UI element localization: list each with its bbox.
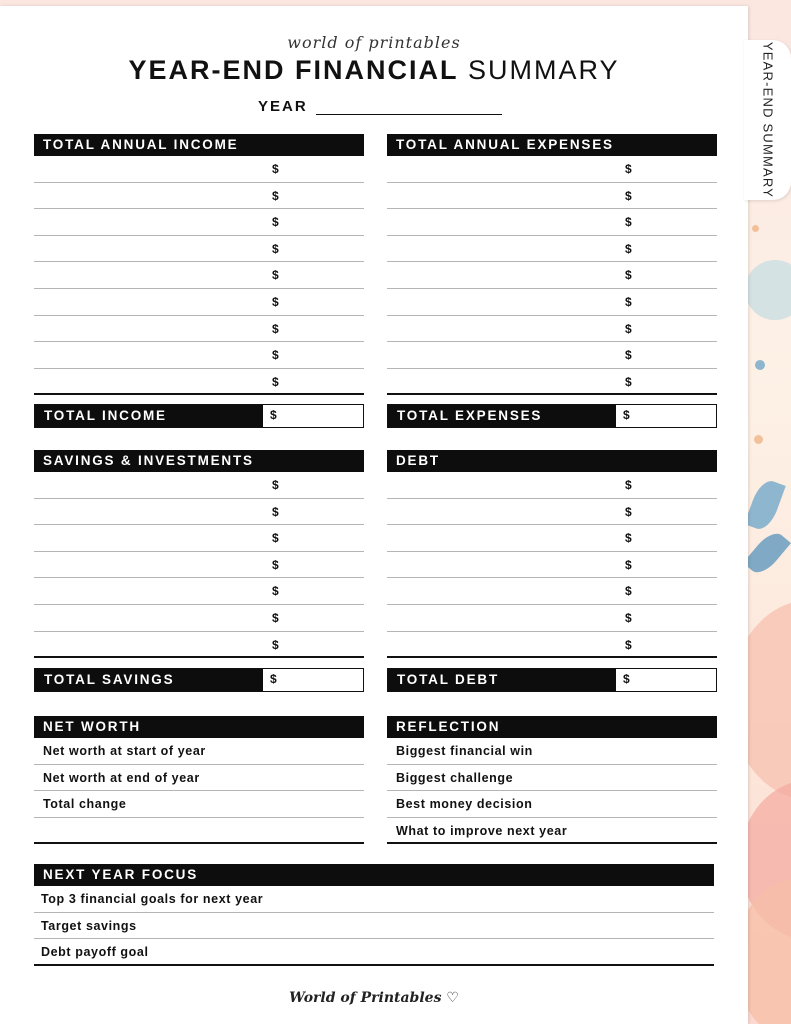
entry-row[interactable] (34, 578, 364, 605)
watercolor-leaf (743, 528, 791, 579)
currency-symbol: $ (625, 374, 632, 389)
watercolor-leaf (744, 477, 786, 533)
entry-row[interactable] (34, 525, 364, 552)
next-year-section (34, 864, 714, 966)
total-income-label: TOTAL INCOME (35, 405, 263, 427)
currency-symbol: $ (625, 321, 632, 336)
entry-row[interactable] (34, 605, 364, 632)
currency-symbol: $ (625, 241, 632, 256)
currency-symbol: $ (272, 374, 279, 389)
entry-row[interactable] (387, 552, 717, 579)
currency-symbol: $ (272, 478, 279, 492)
brand-script: world of printables (287, 33, 461, 52)
net-worth-row[interactable] (34, 765, 364, 792)
savings-rows (34, 472, 364, 658)
entry-row[interactable] (387, 578, 717, 605)
year-field (258, 98, 502, 115)
entry-row[interactable] (34, 183, 364, 210)
reflection-row[interactable] (387, 791, 717, 818)
entry-row[interactable] (387, 632, 717, 659)
entry-row[interactable] (387, 525, 717, 552)
total-debt-field[interactable]: $ (616, 669, 716, 691)
net-worth-header: NET WORTH (34, 716, 364, 738)
currency-symbol: $ (272, 637, 279, 652)
entry-row[interactable] (34, 156, 364, 183)
expenses-section (387, 134, 717, 395)
entry-row[interactable] (34, 499, 364, 526)
next-year-row-label: Debt payoff goal (41, 945, 149, 960)
currency-symbol: $ (625, 478, 632, 492)
currency-symbol: $ (272, 241, 279, 256)
net-worth-row[interactable] (34, 791, 364, 818)
next-year-row[interactable] (34, 913, 714, 940)
footer-logo: World of Printables ♡ (289, 990, 459, 1006)
entry-row[interactable] (34, 632, 364, 659)
title-bold: YEAR-END FINANCIAL (128, 55, 459, 85)
currency-symbol: $ (625, 584, 632, 599)
total-debt-label: TOTAL DEBT (388, 669, 616, 691)
currency-symbol: $ (272, 348, 279, 363)
expenses-rows (387, 156, 717, 395)
entry-row[interactable] (34, 209, 364, 236)
currency-symbol: $ (272, 215, 279, 230)
entry-row[interactable] (387, 369, 717, 396)
income-rows (34, 156, 364, 395)
reflection-row-label: What to improve next year (396, 823, 568, 838)
total-income-field[interactable]: $ (263, 405, 363, 427)
currency-symbol: $ (272, 268, 279, 283)
entry-row[interactable] (34, 316, 364, 343)
entry-row[interactable] (387, 605, 717, 632)
debt-rows (387, 472, 717, 658)
net-worth-row[interactable] (34, 818, 364, 845)
currency-symbol: $ (272, 162, 279, 176)
total-debt (387, 668, 717, 692)
total-savings-field[interactable]: $ (263, 669, 363, 691)
reflection-row[interactable] (387, 738, 717, 765)
entry-row[interactable] (387, 289, 717, 316)
currency-symbol: $ (625, 348, 632, 363)
watercolor-blob (745, 260, 791, 320)
currency-symbol: $ (625, 162, 632, 176)
entry-row[interactable] (387, 342, 717, 369)
currency-symbol: $ (272, 321, 279, 336)
net-worth-row-label: Net worth at end of year (43, 770, 200, 785)
income-header: TOTAL ANNUAL INCOME (34, 134, 364, 156)
currency-symbol: $ (272, 504, 279, 519)
currency-symbol: $ (625, 268, 632, 283)
total-expenses (387, 404, 717, 428)
entry-row[interactable] (387, 156, 717, 183)
total-income (34, 404, 364, 428)
year-input-line[interactable] (316, 101, 502, 115)
total-savings-label: TOTAL SAVINGS (35, 669, 263, 691)
side-tab-label: YEAR-END SUMMARY (760, 41, 776, 199)
watercolor-dot (755, 360, 765, 370)
total-expenses-field[interactable]: $ (616, 405, 716, 427)
currency-symbol: $ (625, 531, 632, 546)
reflection-header: REFLECTION (387, 716, 717, 738)
entry-row[interactable] (34, 369, 364, 396)
watercolor-dot (754, 435, 763, 444)
currency-symbol: $ (272, 610, 279, 625)
next-year-row[interactable] (34, 939, 714, 966)
currency-symbol: $ (272, 584, 279, 599)
next-year-row-label: Target savings (41, 918, 137, 933)
net-worth-row[interactable] (34, 738, 364, 765)
currency-symbol: $ (625, 610, 632, 625)
reflection-row-label: Biggest financial win (396, 744, 533, 758)
page-title (0, 55, 748, 85)
net-worth-row-label: Net worth at start of year (43, 744, 206, 758)
income-section (34, 134, 364, 395)
entry-row[interactable] (387, 236, 717, 263)
currency-symbol: $ (272, 294, 279, 309)
reflection-row[interactable] (387, 818, 717, 845)
next-year-row[interactable] (34, 886, 714, 913)
reflection-section (387, 716, 717, 844)
currency-symbol: $ (625, 215, 632, 230)
currency-symbol: $ (625, 188, 632, 203)
entry-row[interactable] (34, 236, 364, 263)
year-label: YEAR (258, 98, 308, 115)
reflection-row[interactable] (387, 765, 717, 792)
currency-symbol: $ (272, 531, 279, 546)
entry-row[interactable] (387, 209, 717, 236)
entry-row[interactable] (387, 472, 717, 499)
total-expenses-label: TOTAL EXPENSES (388, 405, 616, 427)
entry-row[interactable] (387, 183, 717, 210)
entry-row[interactable] (34, 552, 364, 579)
savings-section (34, 450, 364, 658)
entry-row[interactable] (387, 316, 717, 343)
savings-header: SAVINGS & INVESTMENTS (34, 450, 364, 472)
currency-symbol: $ (625, 294, 632, 309)
currency-symbol: $ (625, 504, 632, 519)
total-savings (34, 668, 364, 692)
entry-row[interactable] (34, 472, 364, 499)
next-year-header: NEXT YEAR FOCUS (34, 864, 714, 886)
watercolor-dot (752, 225, 759, 232)
currency-symbol: $ (625, 557, 632, 572)
debt-header: DEBT (387, 450, 717, 472)
currency-symbol: $ (272, 188, 279, 203)
net-worth-section (34, 716, 364, 844)
currency-symbol: $ (272, 557, 279, 572)
currency-symbol: $ (625, 637, 632, 652)
entry-row[interactable] (387, 262, 717, 289)
reflection-row-label: Biggest challenge (396, 770, 514, 785)
reflection-row-label: Best money decision (396, 797, 533, 812)
entry-row[interactable] (34, 262, 364, 289)
net-worth-row-label: Total change (43, 797, 127, 812)
entry-row[interactable] (387, 499, 717, 526)
expenses-header: TOTAL ANNUAL EXPENSES (387, 134, 717, 156)
entry-row[interactable] (34, 289, 364, 316)
entry-row[interactable] (34, 342, 364, 369)
debt-section (387, 450, 717, 658)
next-year-row-label: Top 3 financial goals for next year (41, 892, 264, 906)
title-light: SUMMARY (467, 55, 620, 85)
